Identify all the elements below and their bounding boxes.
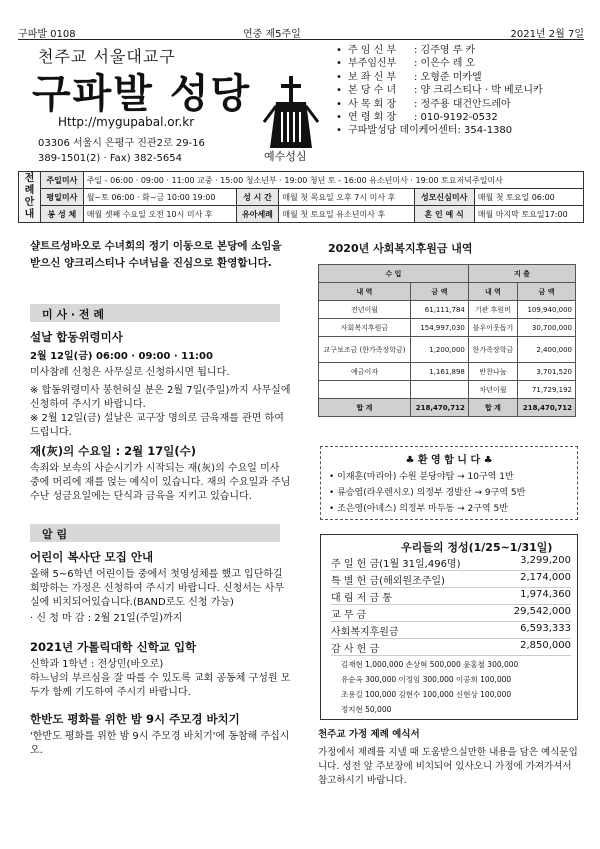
section-liturgy-header: [30, 304, 280, 322]
lunar-mass-times: 2월 12일(금) 06:00 · 09:00 · 11:00: [30, 351, 213, 362]
lunar-mass-note: 미사참례 신청은 사무실로 신청하시면 됩니다.: [30, 367, 230, 378]
top-bar: [18, 24, 584, 40]
holy-hour-time: 매월 첫 목요일 오후 7시 미사 후: [279, 189, 414, 206]
table-row: 전년이월 61,111,784 기관 후원비 109,940,000: [319, 301, 576, 319]
logo-caption: 예수성심: [264, 150, 307, 163]
staff-row: • 연 령 회 장 : 010-9192-0532: [336, 112, 498, 124]
parish-name: 구파발 성당: [32, 71, 252, 117]
lunar-mass-note2: ※ 합동위령미사 봉헌허실 분은 2월 7일(주일)까지 사무실에 신청하여 주시기 바랍니다.: [30, 385, 291, 410]
table-row: 차년이월 71,729,192: [319, 381, 576, 399]
phone-line: 389-1501(2) · Fax) 382-5654: [38, 153, 182, 164]
table-row: 사회복지후원금 154,997,030 불우이웃돕기 30,700,000: [319, 319, 576, 337]
welcome-intro: 샬트르성바오로 수녀회의 정기 이동으로 본당에 소임을 받으신 양크리스티나 수녀님을 진심으로 환영합니다.: [30, 240, 282, 269]
altar-server-body: 올해 5~6학년 어린이들 중에서 첫영성체를 했고 입단하길 희망하는 가정은 신청하여 주시기 바랍니다. 신청서는 사무실에 비치되어있습니다.(BAND로도 신청 가능): [30, 569, 285, 608]
ash-wednesday-body: 속죄와 보속의 사순시기가 시작되는 재(灰)의 수요일 미사 중에 머리에 재를 얹는 예식이 있습니다. 재의 수요일과 주님 수난 성금요일에는 단식과 금육을 지키고 있습니다.: [30, 463, 291, 502]
staff-row: • 주 임 신 부 : 김주영 루 카: [336, 45, 476, 56]
table-row: 예금이자 1,161,898 반찬나눔 3,701,520: [319, 363, 576, 381]
sunday-times: 주일 - 06:00 · 09:00 · 11:00 교중 · 15:00 청소년부 · 19:00 청년 토 - 16:00 유소년미사 · 19:00 토요저녁주일미사: [83, 172, 583, 189]
offering-row: 특 별 헌 금(해외원조주일) 2,174,000: [331, 572, 571, 587]
offering-row: 대 림 저 금 통 1,974,360: [331, 589, 571, 604]
staff-list: [336, 44, 543, 138]
altar-server-deadline: · 신 청 마 감 : 2월 21일(주일)까지: [30, 613, 183, 624]
welcome-item: • 이재훈(마리아) 수원 분당야탑 → 10구역 1반: [329, 472, 514, 482]
infant-baptism-label: 유아세례: [236, 206, 279, 223]
liturgy-schedule-table: [18, 171, 584, 223]
welcome-item: • 조은영(아녜스) 의정부 마두동 → 2구역 5반: [329, 504, 508, 514]
parish-url[interactable]: Http://mygupabal.or.kr: [58, 115, 195, 129]
staff-row: • 사 목 회 장 : 정주용 대건안드레아: [336, 98, 511, 110]
wedding-label: 혼 인 예 식: [414, 206, 474, 223]
finance-title: 2020년 사회복지후원금 내역: [328, 242, 473, 255]
immaculate-time: 매월 첫 토요일 06:00: [474, 189, 583, 206]
offering-box: [320, 534, 578, 720]
col-amount: 금 액: [518, 283, 576, 301]
income-header: 수 입: [319, 265, 469, 283]
schedule-side-label: 전례안내: [19, 172, 41, 223]
section-title: 미 사 · 전 례: [42, 308, 105, 321]
section-notice-header: [30, 524, 280, 542]
total-row: 합 계 218,470,712 합 계 218,470,712: [319, 399, 576, 417]
seminary-title: 2021년 가톨릭대학 신학교 입학: [30, 640, 197, 654]
offering-row: 주 일 헌 금(1월 31일,496명) 3,299,200: [331, 555, 571, 570]
table-row: 교구보조금 (한가족장학금) 1,200,000 한가족장학금 2,400,000: [319, 337, 576, 363]
col-item: 내 역: [468, 283, 517, 301]
infant-baptism-time: 매월 첫 토요일 유소년미사 후: [279, 206, 414, 223]
donor-line: 유순옥 300,000 이정임 300,000 이공희 100,000: [341, 675, 512, 684]
seminary-body: 신학과 1학년 : 전상민(바오로) 하느님의 부르심을 잘 따를 수 있도록 교회 공동체 구성원 모두가 함께 기도하여 주시기 바랍니다.: [30, 659, 291, 698]
liturgical-week: 연중 제5주일: [243, 29, 301, 40]
holy-hour-label: 성 시 간: [236, 189, 279, 206]
address-line: 03306 서울시 은평구 진관2로 29-16: [38, 138, 205, 149]
parish-address: [38, 136, 205, 166]
lunar-mass-title: 설날 합동위령미사: [30, 330, 123, 344]
weekday-label: 평일미사: [41, 189, 84, 206]
col-amount: 금 액: [410, 283, 468, 301]
wedding-time: 매월 마지막 토요일17:00: [474, 206, 583, 223]
bulletin-date: 2021년 2월 7일: [510, 29, 584, 40]
offering-row: 사회복지후원금 6,593,333: [331, 623, 571, 638]
weekday-times: 월~토 06:00 · 화~금 10:00 19:00: [83, 189, 236, 206]
peace-prayer-title: 한반도 평화를 위한 밤 9시 주모경 바치기: [30, 712, 240, 726]
sunday-label: 주일미사: [41, 172, 84, 189]
staff-row: • 보 좌 신 부 : 오형준 미카엘: [336, 71, 482, 83]
expense-header: 지 출: [468, 265, 575, 283]
altar-server-title: 어린이 복사단 모집 안내: [30, 550, 154, 564]
staff-row: • 본 당 수 녀 : 양 크리스티나 · 박 베로니카: [336, 85, 543, 97]
issue-number: 구파발 0108: [18, 29, 76, 40]
welcome-item: • 류승엽(라우렌시오) 의정부 경발산 → 9구역 5반: [329, 488, 526, 498]
offering-row: 교 무 금 29,542,000: [331, 606, 571, 621]
ash-wednesday-title: 재(灰)의 수요일 : 2월 17일(수): [30, 444, 197, 458]
welcome-title: ♣ 환 영 합 니 다 ♣: [405, 455, 493, 466]
donor-line: 김재현 1,000,000 손상혁 500,000 윤홍철 300,000: [341, 660, 519, 669]
donor-line: 정지현 50,000: [341, 705, 392, 714]
staff-row: • 부주임신부 : 이은수 레 오: [336, 58, 476, 70]
rite-title: 천주교 가정 제례 예식서: [318, 729, 420, 740]
finance-table: [318, 264, 576, 417]
anointing-time: 매월 셋째 수요일 오전 10시 미사 후: [83, 206, 236, 223]
sacred-heart-logo-icon: [256, 72, 326, 152]
diocese-name: 천주교 서울대교구: [38, 47, 176, 66]
section-title: 알 림: [42, 528, 68, 541]
welcome-box: [320, 446, 578, 520]
lunar-mass-note3: ※ 2월 12일(금) 설날은 교구장 명의로 금육재를 관면 하여드립니다.: [30, 413, 284, 438]
rite-body: 가정에서 제례를 지낼 때 도움받으실만한 내용을 담은 예식문입니다. 성전 앞 주보장에 비치되어 있사오니 가정에 가져가셔서 참고하시기 바랍니다.: [318, 747, 578, 786]
col-item: 내 역: [319, 283, 411, 301]
staff-row: • 구파발성당 데이케어센터 : 354-1380: [336, 125, 513, 137]
donor-line: 조용길 100,000 김현수 100,000 신현상 100,000: [341, 690, 512, 699]
anointing-label: 봉 성 체: [41, 206, 84, 223]
immaculate-label: 성모신심미사: [414, 189, 474, 206]
peace-prayer-body: '한반도 평화를 위한 밤 9시 주모경 바치기'에 동참해 주십시오.: [30, 731, 290, 756]
offering-row: 감 사 헌 금 2,850,000: [331, 640, 571, 655]
offering-title: 우리들의 정성(1/25~1/31일): [401, 541, 553, 554]
